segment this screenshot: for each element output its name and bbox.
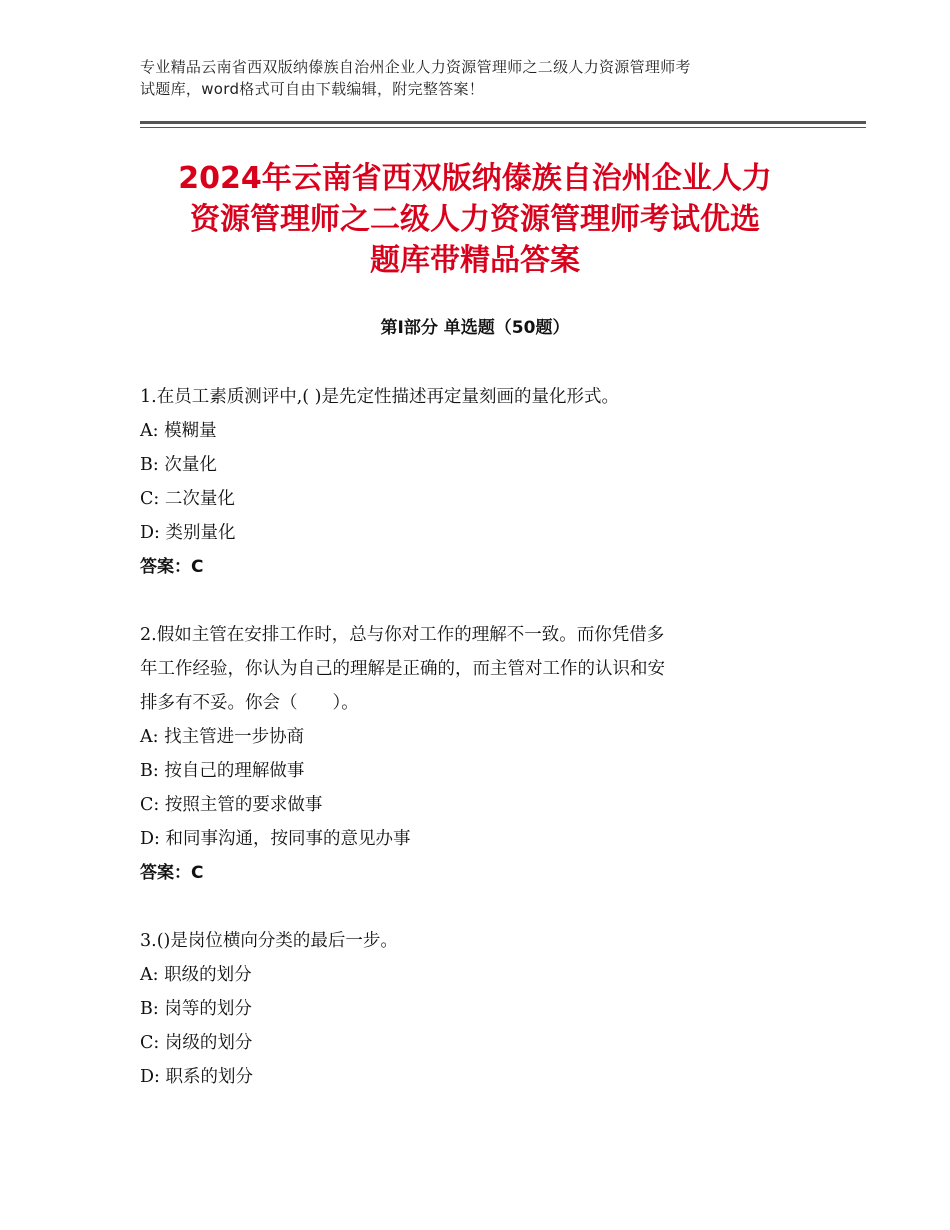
header-note-line-1: 专业精品云南省西双版纳傣族自治州企业人力资源管理师之二级人力资源管理师考 — [140, 58, 691, 76]
question-1-option-d: D: 类别量化 — [140, 523, 236, 543]
question-3-option-a: A: 职级的划分 — [140, 965, 252, 985]
document-title-line-2: 资源管理师之二级人力资源管理师考试优选 — [190, 202, 760, 237]
document-title-line-1: 2024年云南省西双版纳傣族自治州企业人力 — [178, 161, 772, 196]
question-list — [140, 380, 820, 1128]
question-2-option-a: A: 找主管进一步协商 — [140, 727, 305, 747]
question-3-stem: 3.()是岗位横向分类的最后一步。 — [140, 931, 398, 951]
question-3 — [140, 924, 820, 1094]
question-3-option-d: D: 职系的划分 — [140, 1067, 253, 1087]
question-2 — [140, 618, 820, 890]
question-2-answer: 答案：C — [140, 863, 204, 883]
question-3-option-c: C: 岗级的划分 — [140, 1033, 253, 1053]
question-2-stem-line-1: 2.假如主管在安排工作时，总与你对工作的理解不一致。而你凭借多 — [140, 625, 665, 645]
header-note-line-2: 试题库，word格式可自由下载编辑，附完整答案！ — [140, 80, 485, 98]
header-divider-thin — [140, 127, 866, 128]
document-title — [110, 158, 840, 281]
question-1-option-b: B: 次量化 — [140, 455, 217, 475]
section-heading: 第Ⅰ部分 单选题（50题） — [380, 318, 570, 338]
header-divider-thick — [140, 121, 866, 124]
question-2-stem-line-3: 排多有不妥。你会（ ）。 — [140, 693, 359, 713]
question-2-option-b: B: 按自己的理解做事 — [140, 761, 305, 781]
question-1 — [140, 380, 820, 584]
question-1-option-c: C: 二次量化 — [140, 489, 235, 509]
question-1-answer: 答案：C — [140, 557, 204, 577]
question-2-option-d: D: 和同事沟通，按同事的意见办事 — [140, 829, 411, 849]
header-note — [140, 56, 830, 100]
question-1-stem: 1.在员工素质测评中,( )是先定性描述再定量刻画的量化形式。 — [140, 387, 619, 407]
question-2-stem-line-2: 年工作经验，你认为自己的理解是正确的，而主管对工作的认识和安 — [140, 659, 665, 679]
document-title-line-3: 题库带精品答案 — [370, 243, 580, 278]
question-3-option-b: B: 岗等的划分 — [140, 999, 252, 1019]
question-2-option-c: C: 按照主管的要求做事 — [140, 795, 323, 815]
question-1-option-a: A: 模糊量 — [140, 421, 217, 441]
